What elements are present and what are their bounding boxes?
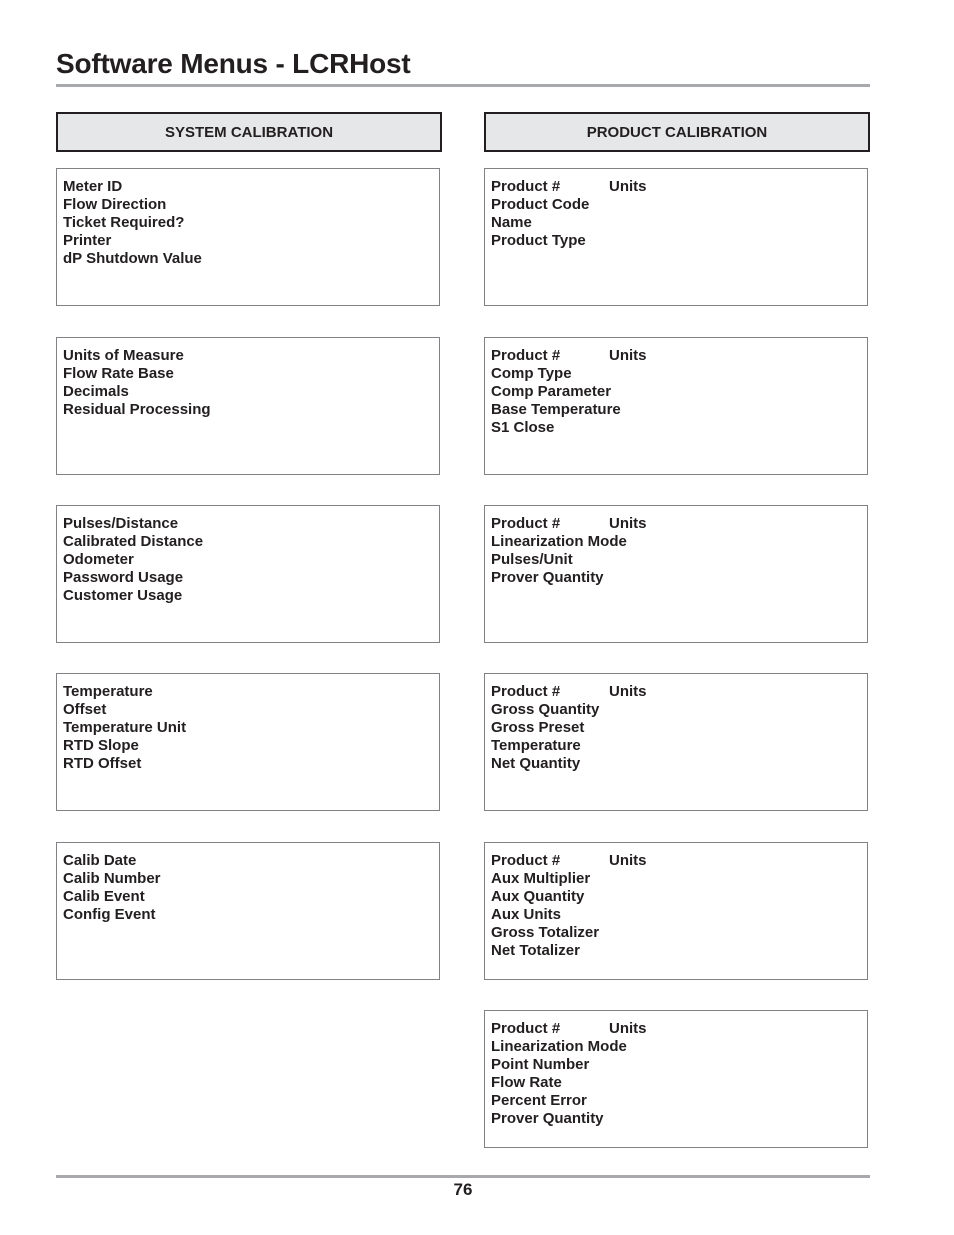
menu-item: dP Shutdown Value: [63, 250, 202, 267]
menu-item: Calib Number: [63, 870, 161, 887]
product-number-label: Product #: [491, 1020, 561, 1037]
product-calibration-menu-box: [484, 168, 868, 306]
product-units-row: [491, 347, 861, 365]
product-calibration-menu-box: [484, 1010, 868, 1148]
menu-item: Point Number: [491, 1056, 590, 1073]
menu-item: Flow Rate Base: [63, 365, 174, 382]
menu-item: Temperature: [491, 737, 581, 754]
system-calibration-menu-box: [56, 337, 440, 475]
menu-item: Printer: [63, 232, 112, 249]
menu-item: Config Event: [63, 906, 156, 923]
product-units-row: [491, 1020, 861, 1038]
units-label: Units: [609, 852, 647, 869]
system-calibration-menu-box: [56, 168, 440, 306]
product-calibration-header: PRODUCT CALIBRATION: [484, 112, 870, 152]
product-calibration-menu-box: [484, 842, 868, 980]
menu-item: Linearization Mode: [491, 1038, 627, 1055]
product-number-label: Product #: [491, 347, 561, 364]
page-title: Software Menus - LCRHost: [56, 48, 411, 79]
menu-item: Gross Quantity: [491, 701, 600, 718]
menu-item: Calibrated Distance: [63, 533, 204, 550]
product-units-row: [491, 683, 861, 701]
menu-item: Customer Usage: [63, 587, 183, 604]
product-number-label: Product #: [491, 515, 561, 532]
menu-item: Pulses/Distance: [63, 515, 179, 532]
footer-divider: [56, 1175, 870, 1178]
product-calibration-menu-box: [484, 337, 868, 475]
menu-item: Aux Multiplier: [491, 870, 591, 887]
menu-item: Temperature: [63, 683, 153, 700]
menu-item: Calib Event: [63, 888, 145, 905]
system-calibration-menu-box: [56, 842, 440, 980]
menu-item: Product Type: [491, 232, 586, 249]
menu-item: Gross Totalizer: [491, 924, 600, 941]
menu-item: Gross Preset: [491, 719, 585, 736]
units-label: Units: [609, 1020, 647, 1037]
page-number: 76: [453, 1180, 473, 1199]
units-label: Units: [609, 515, 647, 532]
product-calibration-menu-box: [484, 505, 868, 643]
units-label: Units: [609, 683, 647, 700]
menu-item: S1 Close: [491, 419, 555, 436]
system-calibration-menu-box: [56, 673, 440, 811]
menu-item: Password Usage: [63, 569, 184, 586]
menu-item: Aux Units: [491, 906, 562, 923]
menu-item: Temperature Unit: [63, 719, 187, 736]
product-units-row: [491, 515, 861, 533]
menu-item: Flow Direction: [63, 196, 167, 213]
menu-item: Ticket Required?: [63, 214, 185, 231]
product-units-row: [491, 178, 861, 196]
menu-item: RTD Offset: [63, 755, 142, 772]
menu-item: Offset: [63, 701, 107, 718]
product-number-label: Product #: [491, 178, 561, 195]
units-label: Units: [609, 347, 647, 364]
menu-item: Residual Processing: [63, 401, 211, 418]
menu-item: Percent Error: [491, 1092, 587, 1109]
menu-item: Name: [491, 214, 532, 231]
menu-item: Prover Quantity: [491, 1110, 604, 1127]
product-number-label: Product #: [491, 852, 561, 869]
menu-item: Net Quantity: [491, 755, 581, 772]
product-calibration-menu-box: [484, 673, 868, 811]
menu-item: Calib Date: [63, 852, 137, 869]
product-units-row: [491, 852, 861, 870]
menu-item: Prover Quantity: [491, 569, 604, 586]
menu-item: Aux Quantity: [491, 888, 585, 905]
menu-item: Comp Type: [491, 365, 572, 382]
menu-item: Decimals: [63, 383, 129, 400]
system-calibration-header: SYSTEM CALIBRATION: [56, 112, 442, 152]
menu-item: Base Temperature: [491, 401, 621, 418]
menu-item: Linearization Mode: [491, 533, 627, 550]
title-divider: [56, 84, 870, 87]
menu-item: Pulses/Unit: [491, 551, 573, 568]
menu-item: Meter ID: [63, 178, 123, 195]
menu-item: Comp Parameter: [491, 383, 612, 400]
menu-item: Product Code: [491, 196, 590, 213]
system-calibration-menu-box: [56, 505, 440, 643]
menu-item: RTD Slope: [63, 737, 139, 754]
units-label: Units: [609, 178, 647, 195]
menu-item: Flow Rate: [491, 1074, 562, 1091]
menu-item: Units of Measure: [63, 347, 184, 364]
menu-item: Odometer: [63, 551, 134, 568]
menu-item: Net Totalizer: [491, 942, 580, 959]
product-number-label: Product #: [491, 683, 561, 700]
